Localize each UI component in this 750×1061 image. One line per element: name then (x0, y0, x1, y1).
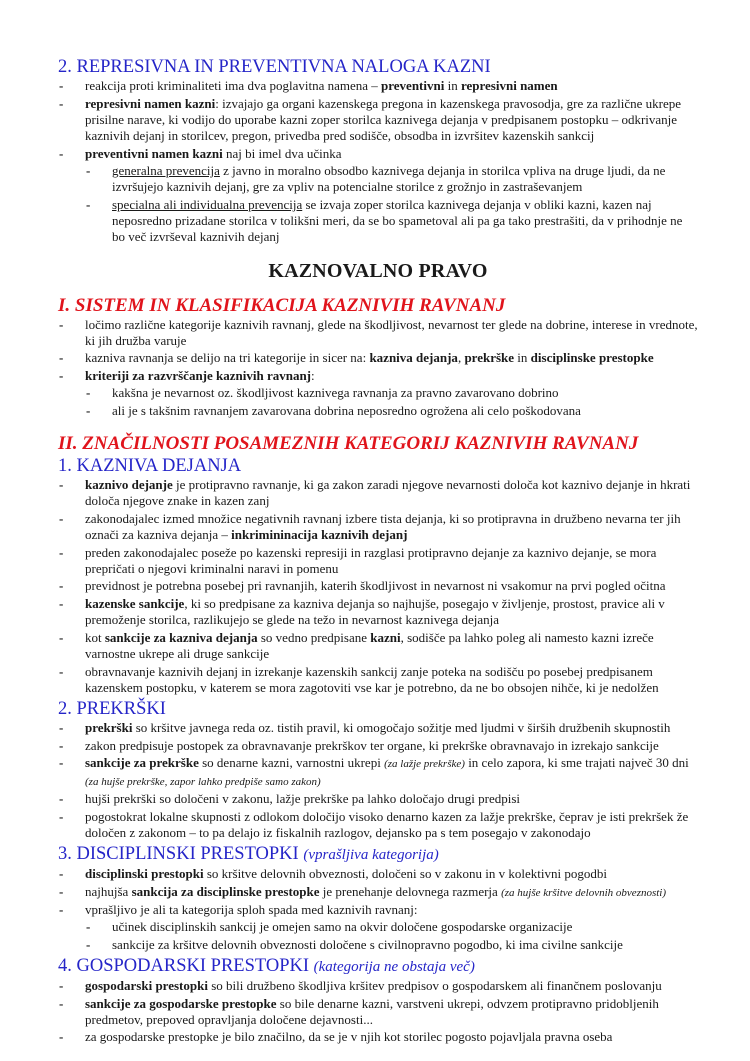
list-item: - za gospodarske prestopke je bilo značilno, da se je v njih kot storilec pogosto pojavljala pravna oseba (58, 1029, 698, 1045)
heading-note: (vprašljiva kategorija) (303, 846, 439, 863)
sublist (85, 919, 698, 953)
list-item: - učinek disciplinskih sankcij je omejen samo na okvir določene gospodarske organizacije (85, 919, 698, 935)
document-page (58, 56, 698, 1047)
heading-note: (kategorija ne obstaja več) (313, 958, 475, 975)
heading-section-i: I. SISTEM IN KLASIFIKACIJA KAZNIVIH RAVNANJ (58, 294, 506, 316)
list-item: - zakonodajalec izmed množice negativnih ravnanj izbere tista dejanja, ki so protipravna in družbeno nevarna ter jih označi za kazniva dejanja – inkrimininacija kaznivih dejanj (58, 511, 698, 543)
list-item: - vprašljivo je ali ta kategorija sploh spada med kaznivih ravnanj: - učinek disciplinskih sankcij je omejen samo na okvir določene gospodarske organizacije - sankcije za kršitve delovnih obveznosti določene s civilnopravno pogodbo, ki ima civilne sankcije (58, 902, 698, 953)
list-item: - previdnost je potrebna posebej pri ravnanjih, katerih škodljivost in nevarnost ni vsakomur na prvi pogled očitna (58, 578, 698, 594)
list-item: - pogostokrat lokalne skupnosti z odlokom določijo visoko denarno kazen za lažje prekrške, čeprav je isti prekršek že določen z zakonom – to pa delajo iz fiskalnih razlogov, dejansko pa s tem posegajo v zakonodajo (58, 809, 698, 841)
list-item: - najhujša sankcija za disciplinske prestopke je prenehanje delovnega razmerja (za hujše kršitve delovnih obveznosti) (58, 884, 698, 901)
heading-kazniva-dejanja: 1. KAZNIVA DEJANJA (58, 455, 242, 476)
list-item: - preden zakonodajalec poseže po kazenski represiji in razglasi protipravno dejanje za kaznivo dejanje, se mora prepričati o njegovi kriminalni naravi in pomenu (58, 545, 698, 577)
list-item: - kaznivo dejanje je protipravno ravnanje, ki ga zakon zaradi njegove nevarnosti določa kot kaznivo dejanje in hkrati določa njegove znake in kazen zanj (58, 477, 698, 509)
list-item: - hujši prekrški so določeni v zakonu, lažje prekrške pa lahko določajo drugi predpisi (58, 791, 698, 807)
list-item: - prekrški so kršitve javnega reda oz. tistih pravil, ki omogočajo sožitje med ljudmi v širših družbenih skupnostih (58, 720, 698, 736)
list-prekrski (58, 720, 698, 841)
list-item: - kazniva ravnanja se delijo na tri kategorije in sicer na: kazniva dejanja, prekrške in disciplinske prestopke (58, 350, 698, 366)
list-item: - sankcije za gospodarske prestopke so bile denarne kazni, varstveni ukrepi, odvzem protipravno pridobljenih predmetov, prepoved opravljanja določene dejavnosti... (58, 996, 698, 1028)
list-item: - obravnavanje kaznivih dejanj in izrekanje kazenskih sankcij zanje poteka na sodišču po posebej predpisanem kazenskem postopku, v katerem se mora zagotoviti vse kar je potrebno, da ne bo obsojen nihče, ki je nedolžen (58, 664, 698, 696)
list-item: - zakon predpisuje postopek za obravnavanje prekrškov ter organe, ki prekrške obravnavajo in izrekajo sankcije (58, 738, 698, 754)
list-item: - generalna prevencija z javno in moralno obsodbo kaznivega dejanja in storilca vpliva na druge ljudi, da ne izvršujejo kaznivih dejanj, gre za vpliv na potencialne storilce z grožnjo in zastraševanjem (85, 163, 698, 195)
heading-section-ii: II. ZNAČILNOSTI POSAMEZNIH KATEGORIJ KAZNIVIH RAVNANJ (58, 432, 639, 454)
list-item: - sankcije za kršitve delovnih obveznosti določene s civilnopravno pogodbo, ki ima civilne sankcije (85, 937, 698, 953)
list-item: - disciplinski prestopki so kršitve delovnih obveznosti, določeni so v zakonu in v kolektivni pogodbi (58, 866, 698, 882)
list-represivna (58, 78, 698, 246)
list-item: - kazenske sankcije, ki so predpisane za kazniva dejanja so najhujše, posegajo v življenje, prostost, pravice ali v premoženje storilca, razlikujejo se glede na težo in nevarnost kaznivega dejanja (58, 596, 698, 628)
list-item: - ali je s takšnim ravnanjem zavarovana dobrina neposredno ogrožena ali celo poškodovana (85, 403, 698, 419)
page-title: KAZNOVALNO PRAVO (268, 259, 488, 282)
heading-gospodarski-prestopki: 4. GOSPODARSKI PRESTOPKI (kategorija ne obstaja več) (58, 955, 475, 976)
list-gospodarski (58, 978, 698, 1046)
list-item: - sankcije za prekrške so denarne kazni, varnostni ukrepi (za lažje prekrške) in celo zapora, ki sme trajati največ 30 dni (za hujše prekrške, zapor lahko predpiše samo zakon) (58, 755, 698, 789)
list-item: - specialna ali individualna prevencija se izvaja zoper storilca kaznivega dejanja v obliki kazni, kazen naj neposredno prizadane storilca v tolikšni meri, da se bo spametoval ali pa ga tako prestrašiti, da v prihodnje ne bo več izvrševal kaznivih dejanj (85, 197, 698, 246)
heading-prekrski: 2. PREKRŠKI (58, 698, 166, 719)
list-item: - reakcija proti kriminaliteti ima dva poglavitna namena – preventivni in represivni namen (58, 78, 698, 94)
heading-disciplinski-prestopki: 3. DISCIPLINSKI PRESTOPKI (vprašljiva kategorija) (58, 843, 439, 864)
list-item: - kot sankcije za kazniva dejanja so vedno predpisane kazni, sodišče pa lahko poleg ali namesto kazni izreče varnostne ukrepe ali druge sankcije (58, 630, 698, 662)
sublist (85, 163, 698, 246)
list-item: - kriteriji za razvrščanje kaznivih ravnanj: - kakšna je nevarnost oz. škodljivost kaznivega ravnanja za pravno zavarovano dobrino - ali je s takšnim ravnanjem zavarovana dobrina neposredno ogrožena ali celo poškodovana (58, 368, 698, 419)
heading-represivna-preventivna: 2. REPRESIVNA IN PREVENTIVNA NALOGA KAZNI (58, 57, 491, 77)
list-item: - kakšna je nevarnost oz. škodljivost kaznivega ravnanja za pravno zavarovano dobrino (85, 385, 698, 401)
list-item: - preventivni namen kazni naj bi imel dva učinka - generalna prevencija z javno in moralno obsodbo kaznivega dejanja in storilca vpliva na druge ljudi, da ne izvršujejo kaznivih dejanj, gre za vpliv na potencialne storilce z grožnjo in zastraševanjem - specialna ali individualna prevencija se izvaja zoper storilca kaznivega dejanja v obliki kazni, kazen naj neposredno prizadane storilca v tolikšni meri, da se bo spametoval ali pa ga tako prestrašiti, da v prihodnje ne bo več izvrševal kaznivih dejanj (58, 146, 698, 246)
list-kazniva-dejanja (58, 477, 698, 697)
sublist (85, 385, 698, 419)
list-item: - gospodarski prestopki so bili družbeno škodljiva kršitev predpisov o gospodarskem ali finančnem poslovanju (58, 978, 698, 994)
list-item: - represivni namen kazni: izvajajo ga organi kazenskega pregona in kazenskega pravosodja, gre za različne ukrepe prisilne narave, ki vodijo do uporabe kazni zoper storilca kaznivega dejanja v predpisanem postopku – odkrivanje kaznivih dejanj in storilcev, pregon, privedba pred sodišče, obsodba in izvršitev kazenskih sankcij (58, 96, 698, 145)
list-section-i (58, 317, 698, 420)
list-disciplinski (58, 866, 698, 954)
list-item: - ločimo različne kategorije kaznivih ravnanj, glede na škodljivost, nevarnost ter glede na dobrine, interese in vrednote, ki jih družba varuje (58, 317, 698, 349)
